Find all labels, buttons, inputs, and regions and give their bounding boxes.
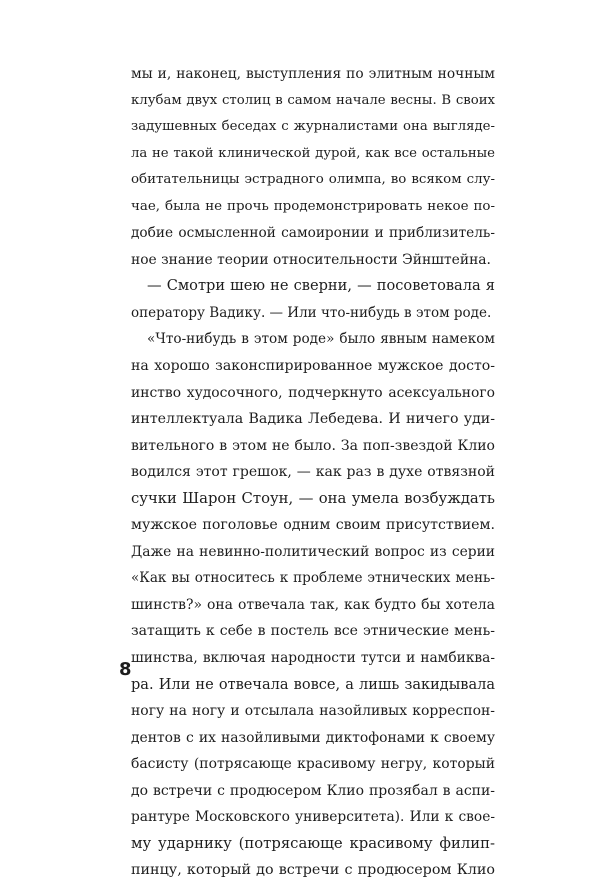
text-line: добие осмысленной самоиронии и приблизитель-	[131, 225, 495, 242]
text-line: «Что-нибудь в этом роде» было явным намеком	[147, 331, 495, 348]
text-line: — Смотри шею не сверни, — посоветовала я	[147, 277, 495, 295]
text-line: Даже на невинно-политический вопрос из серии	[131, 543, 495, 560]
text-line: шинств?» она отвечала так, как будто бы хотела	[131, 596, 495, 613]
body-text	[131, 61, 495, 884]
text-line: обитательницы эстрадного олимпа, во всяком слу-	[131, 172, 495, 188]
text-line: дентов с их назойливыми диктофонами к своему	[131, 729, 495, 746]
text-line: клубам двух столиц в самом начале весны. В своих	[131, 92, 495, 108]
text-line: ра. Или не отвечала вовсе, а лишь закидывала	[131, 676, 495, 693]
text-line: затащить к себе в постель все этнические мень-	[131, 623, 495, 640]
text-line: на хорошо законспирированное мужское досто-	[131, 358, 495, 375]
text-line: чае, была не прочь продемонстрировать некое по-	[131, 198, 495, 214]
text-line: рантуре Московского университета). Или к свое-	[131, 809, 495, 826]
text-line: задушевных беседах с журналистами она выгляде-	[131, 119, 495, 135]
text-line: пинцу, который до встречи с продюсером Клио	[131, 862, 495, 879]
text-line: шинства, включая народности тутси и намбиква-	[131, 650, 495, 667]
text-line: му ударнику (потрясающе красивому филип-	[131, 834, 495, 852]
text-line: вительного в этом не было. За поп-звездой Клио	[131, 437, 495, 454]
text-line: до встречи с продюсером Клио прозябал в аспи-	[131, 782, 495, 799]
text-line: мы и, наконец, выступления по элитным ночным	[131, 66, 495, 82]
text-line: водился этот грешок, — как раз в духе отвязной	[131, 464, 495, 481]
text-line: «Как вы относитесь к проблеме этнических мень-	[131, 570, 495, 587]
text-line: интеллектуала Вадика Лебедева. И ничего уди-	[131, 411, 495, 428]
page-number: 8	[119, 659, 132, 680]
text-line: сучки Шарон Стоун, — она умела возбуждать	[131, 489, 495, 507]
text-line: басисту (потрясающе красивому негру, который	[131, 756, 495, 773]
text-line: инство худосочного, подчеркнуто асексуального	[131, 384, 495, 401]
text-line: ное знание теории относительности Эйнштейна.	[131, 251, 491, 268]
text-line: мужское поголовье одним своим присутствием.	[131, 517, 495, 534]
text-line: ла не такой клинической дурой, как все остальные	[131, 145, 495, 161]
text-line: ногу на ногу и отсылала назойливых корреспон-	[131, 703, 495, 720]
text-line: оператору Вадику. — Или что-нибудь в этом роде.	[131, 304, 492, 321]
